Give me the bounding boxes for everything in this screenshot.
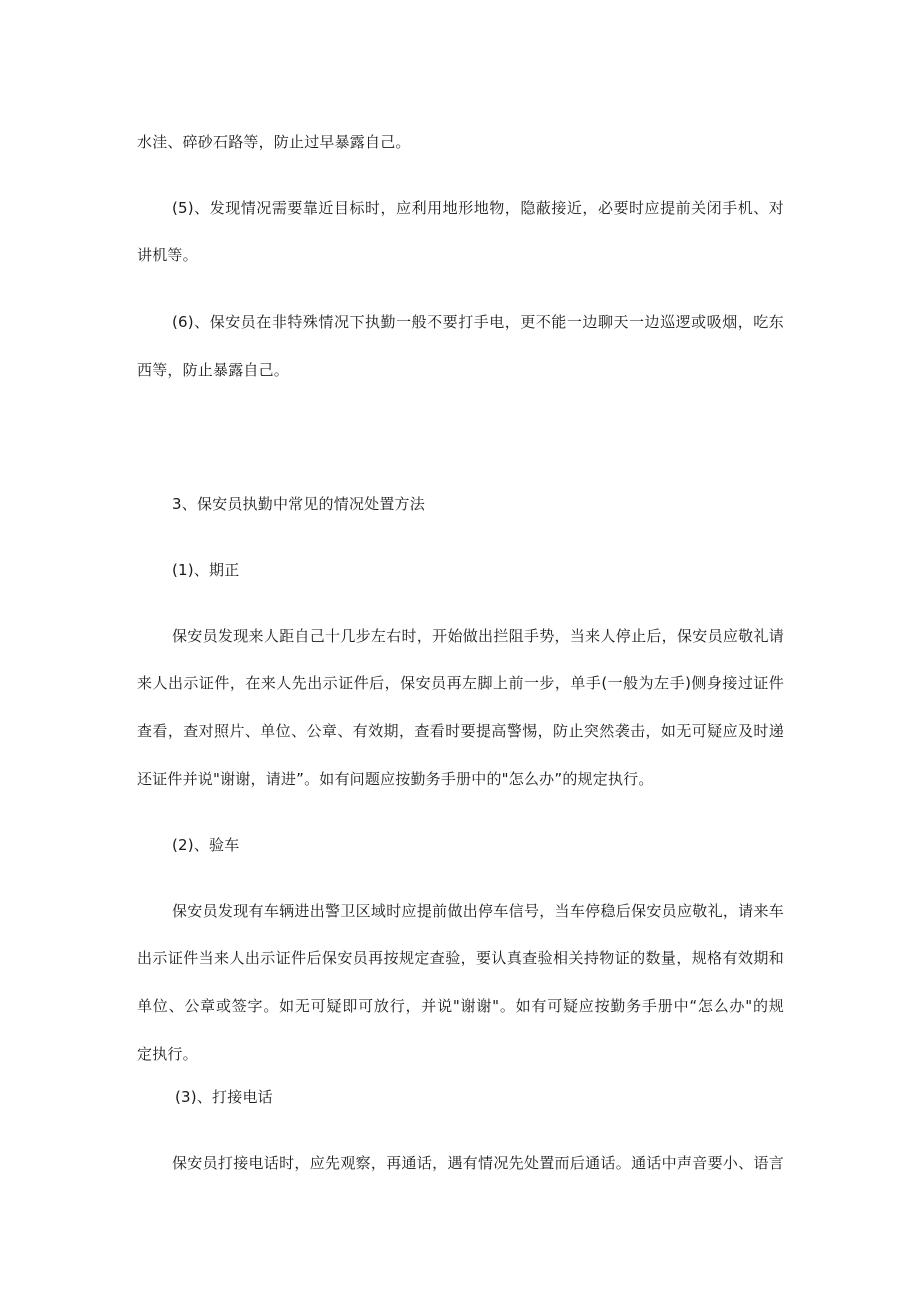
- paragraph-line: 西等，防止暴露自己。: [137, 361, 290, 379]
- section-heading: 3、保安员执勤中常见的情况处置方法: [172, 495, 425, 513]
- paragraph-line: 保安员发现有车辆进出警卫区域时应提前做出停车信号，当车停稳后保安员应敬礼，请来车: [172, 902, 784, 920]
- paragraph-line: 来人出示证件，在来人先出示证件后，保安员再左脚上前一步，单手(一般为左手)侧身接过证件: [137, 674, 784, 692]
- subsection-heading: (2)、验车: [172, 836, 240, 854]
- subsection-heading: (3)、打接电话: [175, 1088, 273, 1106]
- paragraph-line: 单位、公章或签字。如无可疑即可放行，并说"谢谢"。如有可疑应按勤务手册中“怎么办"的规: [137, 997, 784, 1015]
- paragraph-line: 出示证件当来人出示证件后保安员再按规定查验，要认真查验相关持物证的数量，规格有效期和: [137, 949, 784, 967]
- paragraph-line: 水洼、碎砂石路等，防止过早暴露自己。: [137, 133, 411, 151]
- paragraph-line: (6)、保安员在非特殊情况下执勤一般不要打手电，更不能一边聊天一边巡逻或吸烟，吃东: [172, 313, 784, 331]
- subsection-heading: (1)、期正: [172, 561, 240, 579]
- paragraph-line: 保安员发现来人距自己十几步左右时，开始做出拦阻手势，当来人停止后，保安员应敬礼请: [172, 627, 784, 645]
- paragraph-line: 查看，查对照片、单位、公章、有效期，查看时要提高警惕，防止突然袭击，如无可疑应及时递: [137, 722, 784, 740]
- paragraph-line: 保安员打接电话时，应先观察，再通话，遇有情况先处置而后通话。通话中声音要小、语言: [172, 1154, 784, 1172]
- paragraph-line: 定执行。: [137, 1045, 198, 1063]
- paragraph-line: 还证件并说"谢谢，请进”。如有问题应按勤务手册中的"怎么办”的规定执行。: [137, 770, 654, 788]
- paragraph-line: 讲机等。: [137, 246, 198, 264]
- paragraph-line: (5)、发现情况需要靠近目标时，应利用地形地物，隐蔽接近，必要时应提前关闭手机、对: [172, 199, 784, 217]
